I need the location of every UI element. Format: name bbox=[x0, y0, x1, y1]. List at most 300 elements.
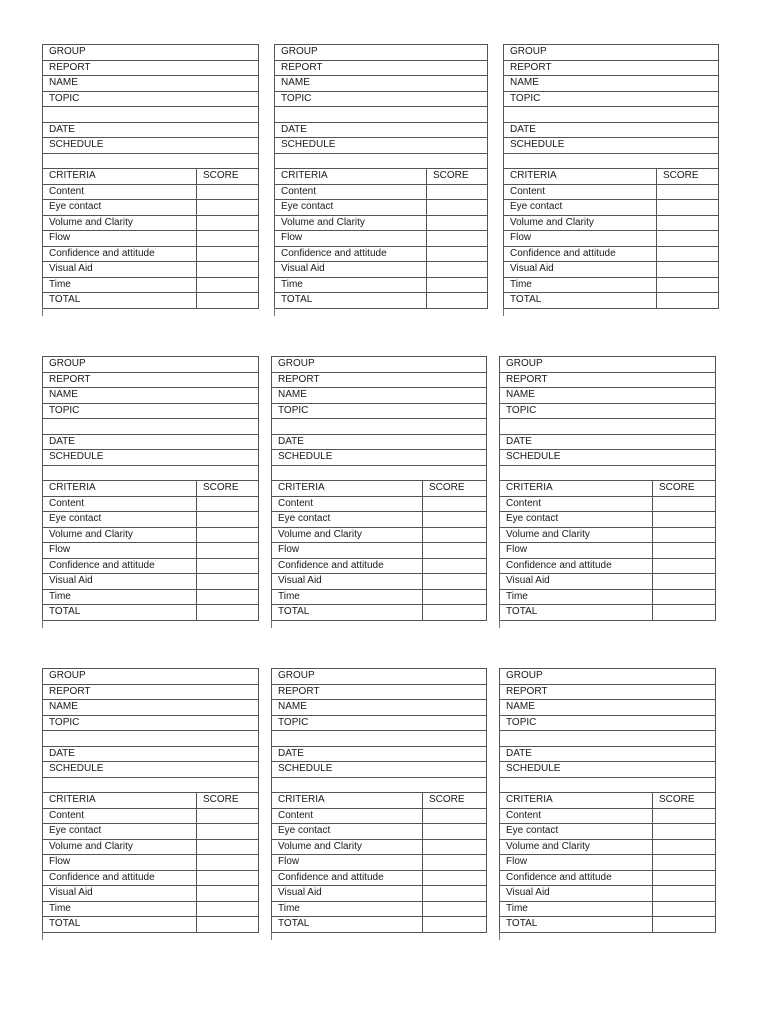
topic-row[interactable] bbox=[504, 92, 718, 108]
topic-label: TOPIC bbox=[278, 404, 309, 416]
criteria-label: Volume and Clarity bbox=[278, 840, 362, 852]
score-header: SCORE bbox=[429, 794, 465, 805]
criteria-label: Content bbox=[281, 185, 317, 197]
criteria-label: Content bbox=[506, 497, 542, 509]
score-header-cell bbox=[422, 481, 486, 496]
evaluation-card bbox=[499, 356, 716, 621]
criteria-label: Volume and Clarity bbox=[506, 528, 590, 540]
topic-label: TOPIC bbox=[506, 716, 537, 728]
score-cell[interactable] bbox=[422, 855, 486, 870]
report-row[interactable] bbox=[43, 61, 258, 77]
score-cell[interactable] bbox=[652, 886, 715, 901]
report-label: REPORT bbox=[281, 61, 323, 73]
topic-row[interactable] bbox=[272, 404, 486, 420]
score-cell[interactable] bbox=[422, 590, 486, 605]
criteria-row bbox=[272, 497, 486, 513]
score-cell[interactable] bbox=[422, 886, 486, 901]
name-label: NAME bbox=[49, 389, 78, 400]
score-cell[interactable] bbox=[652, 559, 715, 574]
evaluation-card bbox=[271, 668, 487, 933]
score-cell[interactable] bbox=[422, 543, 486, 558]
criteria-header: CRITERIA bbox=[278, 482, 325, 493]
schedule-row[interactable] bbox=[272, 450, 486, 466]
name-row[interactable] bbox=[43, 76, 258, 92]
score-cell[interactable] bbox=[196, 886, 258, 901]
schedule-label: SCHEDULE bbox=[49, 451, 104, 462]
criteria-row bbox=[500, 809, 715, 825]
date-label: DATE bbox=[49, 123, 75, 135]
score-cell[interactable] bbox=[652, 855, 715, 870]
score-header: SCORE bbox=[659, 794, 695, 805]
score-cell[interactable] bbox=[422, 824, 486, 839]
score-cell[interactable] bbox=[656, 200, 718, 215]
criteria-row bbox=[43, 543, 258, 559]
score-header-cell bbox=[426, 169, 487, 184]
score-cell[interactable] bbox=[426, 185, 487, 200]
schedule-row[interactable] bbox=[500, 762, 715, 778]
criteria-label: Time bbox=[278, 902, 300, 914]
criteria-label: Time bbox=[278, 590, 300, 602]
score-cell[interactable] bbox=[196, 543, 258, 558]
score-cell[interactable] bbox=[652, 528, 715, 543]
score-header-cell bbox=[196, 793, 258, 808]
criteria-label: Content bbox=[49, 497, 85, 509]
score-cell[interactable] bbox=[196, 840, 258, 855]
date-row[interactable] bbox=[275, 123, 487, 139]
criteria-row bbox=[272, 574, 486, 590]
total-row bbox=[500, 605, 715, 621]
name-row[interactable] bbox=[504, 76, 718, 92]
criteria-row bbox=[43, 231, 258, 247]
topic-row[interactable] bbox=[500, 716, 715, 732]
report-row[interactable] bbox=[500, 685, 715, 701]
criteria-row bbox=[500, 543, 715, 559]
score-cell[interactable] bbox=[652, 497, 715, 512]
criteria-row bbox=[500, 497, 715, 513]
score-header-cell bbox=[652, 481, 715, 496]
score-cell[interactable] bbox=[196, 605, 258, 620]
name-label: NAME bbox=[278, 701, 307, 712]
score-cell[interactable] bbox=[656, 185, 718, 200]
criteria-row bbox=[43, 247, 258, 263]
criteria-row bbox=[500, 840, 715, 856]
total-label: TOTAL bbox=[281, 294, 313, 305]
score-cell[interactable] bbox=[422, 528, 486, 543]
spacer-row bbox=[272, 778, 486, 794]
criteria-header-row bbox=[275, 169, 487, 185]
group-row[interactable] bbox=[43, 45, 258, 61]
group-row[interactable] bbox=[43, 357, 258, 373]
criteria-header-row bbox=[504, 169, 718, 185]
score-cell[interactable] bbox=[656, 293, 718, 308]
criteria-row bbox=[43, 262, 258, 278]
topic-blank-row bbox=[43, 419, 258, 435]
criteria-row bbox=[275, 278, 487, 294]
name-row[interactable] bbox=[272, 388, 486, 404]
group-row[interactable] bbox=[504, 45, 718, 61]
schedule-label: SCHEDULE bbox=[506, 451, 561, 462]
criteria-row bbox=[272, 590, 486, 606]
group-label: GROUP bbox=[281, 46, 318, 57]
criteria-row bbox=[272, 809, 486, 825]
report-label: REPORT bbox=[49, 61, 91, 73]
criteria-label: Flow bbox=[506, 544, 528, 555]
topic-label: TOPIC bbox=[278, 716, 309, 728]
date-row[interactable] bbox=[43, 747, 258, 763]
score-cell[interactable] bbox=[652, 543, 715, 558]
date-row[interactable] bbox=[272, 747, 486, 763]
criteria-label: Eye contact bbox=[278, 825, 331, 836]
name-row[interactable] bbox=[500, 388, 715, 404]
criteria-label: Flow bbox=[278, 544, 300, 555]
criteria-header: CRITERIA bbox=[506, 482, 553, 493]
criteria-label: Time bbox=[49, 902, 71, 914]
criteria-label: Volume and Clarity bbox=[506, 840, 590, 852]
criteria-row bbox=[43, 840, 258, 856]
criteria-label: Flow bbox=[49, 544, 71, 555]
evaluation-card bbox=[42, 356, 259, 621]
date-label: DATE bbox=[49, 435, 75, 447]
score-header: SCORE bbox=[433, 170, 469, 181]
score-cell[interactable] bbox=[426, 262, 487, 277]
criteria-label: Eye contact bbox=[506, 513, 559, 524]
score-cell[interactable] bbox=[422, 917, 486, 932]
spacer-row bbox=[43, 778, 258, 794]
group-row[interactable] bbox=[275, 45, 487, 61]
date-label: DATE bbox=[506, 747, 532, 759]
date-label: DATE bbox=[510, 123, 536, 135]
score-cell[interactable] bbox=[196, 512, 258, 527]
name-label: NAME bbox=[510, 77, 539, 88]
score-header: SCORE bbox=[663, 170, 699, 181]
criteria-header-row bbox=[43, 169, 258, 185]
total-row bbox=[43, 293, 258, 309]
schedule-label: SCHEDULE bbox=[506, 763, 561, 774]
score-cell[interactable] bbox=[422, 497, 486, 512]
schedule-row[interactable] bbox=[43, 138, 258, 154]
schedule-label: SCHEDULE bbox=[281, 139, 336, 150]
name-label: NAME bbox=[506, 701, 535, 712]
group-label: GROUP bbox=[278, 358, 315, 369]
total-row bbox=[43, 605, 258, 621]
criteria-label: Visual Aid bbox=[278, 575, 322, 586]
score-cell[interactable] bbox=[196, 185, 258, 200]
criteria-label: Content bbox=[278, 809, 314, 821]
criteria-label: Confidence and attitude bbox=[49, 247, 155, 259]
report-row[interactable] bbox=[272, 685, 486, 701]
score-cell[interactable] bbox=[196, 871, 258, 886]
score-cell[interactable] bbox=[196, 200, 258, 215]
date-label: DATE bbox=[49, 747, 75, 759]
score-cell[interactable] bbox=[196, 528, 258, 543]
cut-mark bbox=[42, 932, 43, 940]
criteria-header-row bbox=[500, 481, 715, 497]
score-cell[interactable] bbox=[196, 559, 258, 574]
schedule-row[interactable] bbox=[500, 450, 715, 466]
score-cell[interactable] bbox=[652, 902, 715, 917]
score-cell[interactable] bbox=[196, 809, 258, 824]
criteria-row bbox=[275, 216, 487, 232]
criteria-label: Eye contact bbox=[49, 201, 102, 212]
date-row[interactable] bbox=[43, 123, 258, 139]
topic-row[interactable] bbox=[43, 716, 258, 732]
total-label: TOTAL bbox=[49, 294, 81, 305]
score-cell[interactable] bbox=[426, 231, 487, 246]
criteria-row bbox=[504, 278, 718, 294]
total-label: TOTAL bbox=[510, 294, 542, 305]
score-header-cell bbox=[656, 169, 718, 184]
cut-mark bbox=[274, 308, 275, 316]
spacer-row bbox=[43, 154, 258, 170]
criteria-label: Confidence and attitude bbox=[278, 871, 384, 883]
criteria-row bbox=[43, 574, 258, 590]
score-cell[interactable] bbox=[196, 231, 258, 246]
score-cell[interactable] bbox=[652, 512, 715, 527]
criteria-label: Eye contact bbox=[49, 513, 102, 524]
score-cell[interactable] bbox=[652, 590, 715, 605]
criteria-row bbox=[43, 185, 258, 201]
criteria-label: Visual Aid bbox=[506, 887, 550, 898]
score-cell[interactable] bbox=[652, 605, 715, 620]
score-cell[interactable] bbox=[652, 574, 715, 589]
date-label: DATE bbox=[281, 123, 307, 135]
criteria-label: Content bbox=[510, 185, 546, 197]
criteria-header: CRITERIA bbox=[281, 170, 328, 181]
date-row[interactable] bbox=[500, 747, 715, 763]
topic-blank-row bbox=[504, 107, 718, 123]
score-cell[interactable] bbox=[196, 824, 258, 839]
criteria-row bbox=[43, 871, 258, 887]
topic-label: TOPIC bbox=[506, 404, 537, 416]
score-cell[interactable] bbox=[656, 231, 718, 246]
criteria-row bbox=[275, 231, 487, 247]
criteria-label: Content bbox=[49, 809, 85, 821]
score-cell[interactable] bbox=[196, 590, 258, 605]
score-cell[interactable] bbox=[196, 216, 258, 231]
score-cell[interactable] bbox=[422, 574, 486, 589]
score-cell[interactable] bbox=[656, 216, 718, 231]
criteria-header-row bbox=[500, 793, 715, 809]
criteria-row bbox=[43, 809, 258, 825]
topic-row[interactable] bbox=[43, 92, 258, 108]
criteria-row bbox=[43, 902, 258, 918]
score-cell[interactable] bbox=[196, 855, 258, 870]
criteria-row bbox=[272, 543, 486, 559]
criteria-row bbox=[272, 559, 486, 575]
group-row[interactable] bbox=[43, 669, 258, 685]
cut-mark bbox=[271, 620, 272, 628]
date-label: DATE bbox=[278, 747, 304, 759]
criteria-label: Confidence and attitude bbox=[49, 559, 155, 571]
score-cell[interactable] bbox=[422, 559, 486, 574]
score-cell[interactable] bbox=[426, 278, 487, 293]
score-cell[interactable] bbox=[196, 262, 258, 277]
criteria-label: Time bbox=[49, 590, 71, 602]
score-cell[interactable] bbox=[656, 247, 718, 262]
score-cell[interactable] bbox=[422, 512, 486, 527]
report-row[interactable] bbox=[500, 373, 715, 389]
score-cell[interactable] bbox=[196, 278, 258, 293]
criteria-label: Eye contact bbox=[281, 201, 334, 212]
score-header-cell bbox=[196, 481, 258, 496]
group-label: GROUP bbox=[49, 358, 86, 369]
criteria-row bbox=[43, 886, 258, 902]
score-cell[interactable] bbox=[652, 824, 715, 839]
criteria-header: CRITERIA bbox=[49, 170, 96, 181]
cut-mark bbox=[271, 932, 272, 940]
score-cell[interactable] bbox=[422, 605, 486, 620]
topic-label: TOPIC bbox=[49, 92, 80, 104]
name-row[interactable] bbox=[43, 388, 258, 404]
criteria-header-row bbox=[272, 793, 486, 809]
name-label: NAME bbox=[281, 77, 310, 88]
score-cell[interactable] bbox=[426, 200, 487, 215]
name-label: NAME bbox=[49, 77, 78, 88]
criteria-label: Visual Aid bbox=[49, 263, 93, 274]
name-row[interactable] bbox=[275, 76, 487, 92]
criteria-row bbox=[43, 528, 258, 544]
criteria-row bbox=[500, 871, 715, 887]
criteria-label: Eye contact bbox=[278, 513, 331, 524]
score-cell[interactable] bbox=[196, 917, 258, 932]
name-row[interactable] bbox=[272, 700, 486, 716]
criteria-label: Confidence and attitude bbox=[506, 871, 612, 883]
total-label: TOTAL bbox=[278, 606, 310, 617]
criteria-row bbox=[500, 512, 715, 528]
topic-label: TOPIC bbox=[281, 92, 312, 104]
score-cell[interactable] bbox=[426, 293, 487, 308]
total-row bbox=[43, 917, 258, 933]
topic-row[interactable] bbox=[275, 92, 487, 108]
date-row[interactable] bbox=[500, 435, 715, 451]
group-label: GROUP bbox=[506, 670, 543, 681]
criteria-header: CRITERIA bbox=[49, 482, 96, 493]
date-row[interactable] bbox=[504, 123, 718, 139]
cut-mark bbox=[42, 620, 43, 628]
score-header: SCORE bbox=[203, 794, 239, 805]
name-label: NAME bbox=[49, 701, 78, 712]
criteria-label: Confidence and attitude bbox=[281, 247, 387, 259]
name-row[interactable] bbox=[43, 700, 258, 716]
report-row[interactable] bbox=[275, 61, 487, 77]
report-row[interactable] bbox=[43, 685, 258, 701]
date-row[interactable] bbox=[43, 435, 258, 451]
topic-blank-row bbox=[500, 419, 715, 435]
group-row[interactable] bbox=[500, 357, 715, 373]
criteria-label: Time bbox=[506, 902, 528, 914]
topic-row[interactable] bbox=[500, 404, 715, 420]
criteria-row bbox=[43, 590, 258, 606]
topic-row[interactable] bbox=[272, 716, 486, 732]
name-row[interactable] bbox=[500, 700, 715, 716]
evaluation-card bbox=[499, 668, 716, 933]
criteria-label: Flow bbox=[506, 856, 528, 867]
spacer-row bbox=[272, 466, 486, 482]
score-header-cell bbox=[422, 793, 486, 808]
criteria-row bbox=[43, 497, 258, 513]
criteria-label: Volume and Clarity bbox=[281, 216, 365, 228]
total-row bbox=[500, 917, 715, 933]
topic-row[interactable] bbox=[43, 404, 258, 420]
score-cell[interactable] bbox=[656, 262, 718, 277]
criteria-row bbox=[43, 512, 258, 528]
criteria-label: Confidence and attitude bbox=[49, 871, 155, 883]
score-cell[interactable] bbox=[196, 902, 258, 917]
score-cell[interactable] bbox=[422, 809, 486, 824]
topic-blank-row bbox=[272, 731, 486, 747]
score-cell[interactable] bbox=[196, 497, 258, 512]
criteria-label: Volume and Clarity bbox=[278, 528, 362, 540]
schedule-row[interactable] bbox=[272, 762, 486, 778]
criteria-row bbox=[504, 216, 718, 232]
topic-blank-row bbox=[275, 107, 487, 123]
criteria-row bbox=[43, 216, 258, 232]
report-row[interactable] bbox=[272, 373, 486, 389]
total-label: TOTAL bbox=[49, 918, 81, 929]
score-cell[interactable] bbox=[196, 574, 258, 589]
schedule-row[interactable] bbox=[275, 138, 487, 154]
criteria-header-row bbox=[43, 481, 258, 497]
report-label: REPORT bbox=[49, 373, 91, 385]
name-label: NAME bbox=[506, 389, 535, 400]
score-cell[interactable] bbox=[196, 293, 258, 308]
score-cell[interactable] bbox=[652, 809, 715, 824]
score-cell[interactable] bbox=[196, 247, 258, 262]
group-row[interactable] bbox=[500, 669, 715, 685]
criteria-row bbox=[504, 262, 718, 278]
criteria-label: Flow bbox=[278, 856, 300, 867]
score-cell[interactable] bbox=[652, 840, 715, 855]
criteria-header: CRITERIA bbox=[49, 794, 96, 805]
criteria-row bbox=[275, 200, 487, 216]
criteria-header: CRITERIA bbox=[506, 794, 553, 805]
score-header: SCORE bbox=[203, 482, 239, 493]
criteria-label: Volume and Clarity bbox=[510, 216, 594, 228]
score-cell[interactable] bbox=[426, 216, 487, 231]
score-cell[interactable] bbox=[656, 278, 718, 293]
criteria-header: CRITERIA bbox=[278, 794, 325, 805]
criteria-label: Visual Aid bbox=[49, 575, 93, 586]
group-label: GROUP bbox=[278, 670, 315, 681]
report-label: REPORT bbox=[49, 685, 91, 697]
score-cell[interactable] bbox=[422, 871, 486, 886]
schedule-row[interactable] bbox=[43, 450, 258, 466]
criteria-label: Flow bbox=[49, 856, 71, 867]
schedule-row[interactable] bbox=[43, 762, 258, 778]
criteria-label: Visual Aid bbox=[49, 887, 93, 898]
criteria-row bbox=[272, 855, 486, 871]
score-cell[interactable] bbox=[422, 902, 486, 917]
criteria-row bbox=[500, 559, 715, 575]
score-cell[interactable] bbox=[426, 247, 487, 262]
schedule-row[interactable] bbox=[504, 138, 718, 154]
report-row[interactable] bbox=[43, 373, 258, 389]
date-row[interactable] bbox=[272, 435, 486, 451]
group-row[interactable] bbox=[272, 357, 486, 373]
criteria-row bbox=[272, 512, 486, 528]
score-cell[interactable] bbox=[652, 871, 715, 886]
score-header: SCORE bbox=[429, 482, 465, 493]
criteria-row bbox=[504, 185, 718, 201]
score-cell[interactable] bbox=[652, 917, 715, 932]
criteria-label: Visual Aid bbox=[281, 263, 325, 274]
criteria-row bbox=[500, 902, 715, 918]
score-cell[interactable] bbox=[422, 840, 486, 855]
report-row[interactable] bbox=[504, 61, 718, 77]
criteria-row bbox=[43, 824, 258, 840]
criteria-row bbox=[500, 886, 715, 902]
group-row[interactable] bbox=[272, 669, 486, 685]
